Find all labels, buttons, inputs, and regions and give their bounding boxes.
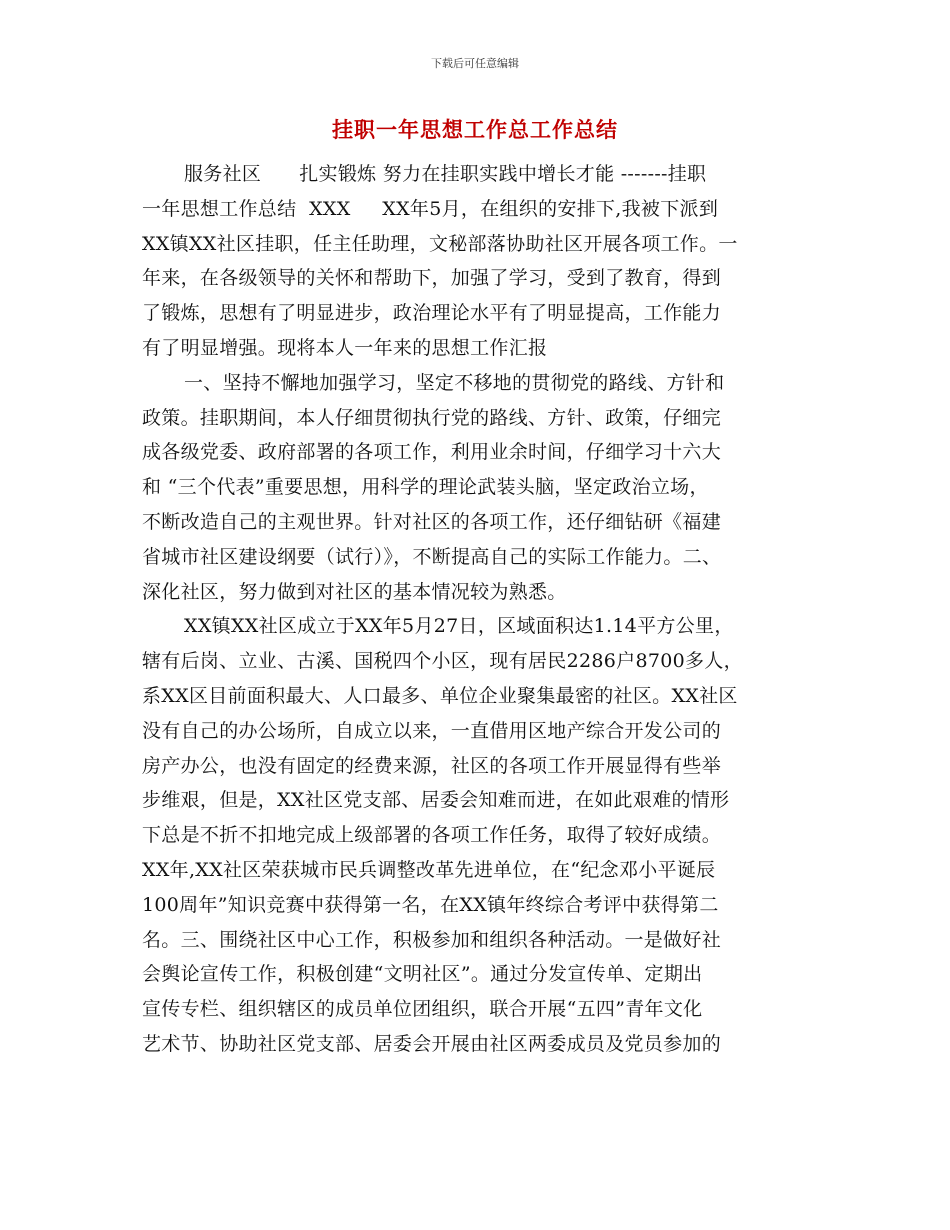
body-line: 了锻炼，思想有了明显进步，政治理论水平有了明显提高，工作能力 [142, 302, 722, 325]
body-line: 一、坚持不懈地加强学习，坚定不移地的贯彻党的路线、方针和 [184, 371, 725, 394]
body-line: 年来，在各级领导的关怀和帮助下，加强了学习，受到了教育，得到 [142, 267, 722, 290]
body-line: 服务社区 扎实锻炼 努力在挂职实践中增长才能 -------挂职 [184, 163, 707, 185]
body-line: 不断改造自己的主观世界。针对社区的各项工作，还仔细钻研《福建 [142, 510, 722, 533]
body-line: 宣传专栏、组织辖区的成员单位团组织，联合开展“五四”青年文化 [142, 998, 703, 1021]
body-line: 辖有后岗、立业、古溪、国税四个小区，现有居民2286户8700多人， [142, 650, 743, 673]
body-line: 一年思想工作总结 XXX XX年5月，在组织的安排下,我被下派到 [142, 197, 719, 220]
body-line: 没有自己的办公场所，自成立以来，一直借用区地产综合开发公司的 [142, 719, 722, 742]
document-body [142, 157, 812, 1062]
body-line: 名。三、围绕社区中心工作，积极参加和组织各种活动。一是做好社 [142, 928, 722, 951]
header-note: 下载后可任意编辑 [431, 57, 519, 70]
body-line: 省城市社区建设纲要（试行）》，不断提高自己的实际工作能力。二、 [142, 545, 722, 568]
document-title: 挂职一年思想工作总工作总结 [332, 117, 618, 142]
body-line: 政策。挂职期间，本人仔细贯彻执行党的路线、方针、政策，仔细完 [142, 406, 722, 429]
body-line: 步维艰，但是，XX社区党支部、居委会知难而进，在如此艰难的情形 [142, 789, 730, 812]
body-line: 深化社区，努力做到对社区的基本情况较为熟悉。 [142, 580, 567, 603]
body-line: 系XX区目前面积最大、人口最多、单位企业聚集最密的社区。XX社区 [142, 684, 738, 707]
body-line: 有了明显增强。现将本人一年来的思想工作汇报 [142, 336, 548, 359]
body-line: 和 “三个代表”重要思想，用科学的理论武装头脑，坚定政治立场， [142, 476, 709, 499]
body-line: 会舆论宣传工作，积极创建“文明社区”。通过分发宣传单、定期出 [142, 963, 703, 986]
body-line: 100周年”知识竞赛中获得第一名，在XX镇年终综合考评中获得第二 [142, 893, 719, 916]
body-line: 房产办公，也没有固定的经费来源，社区的各项工作开展显得有些举 [142, 754, 722, 777]
body-line: 下总是不折不扣地完成上级部署的各项工作任务，取得了较好成绩。 [142, 824, 722, 847]
body-line: 成各级党委、政府部署的各项工作，利用业余时间，仔细学习十六大 [142, 441, 722, 464]
body-line: XX镇XX社区挂职，任主任助理，文秘部落协助社区开展各项工作。一 [142, 232, 738, 255]
body-line: 艺术节、协助社区党支部、居委会开展由社区两委成员及党员参加的 [142, 1032, 722, 1055]
body-line: XX镇XX社区成立于XX年5月27日，区域面积达1.14平方公里， [184, 615, 734, 638]
body-line: XX年,XX社区荣获城市民兵调整改革先进单位，在“纪念邓小平诞辰 [142, 858, 716, 881]
